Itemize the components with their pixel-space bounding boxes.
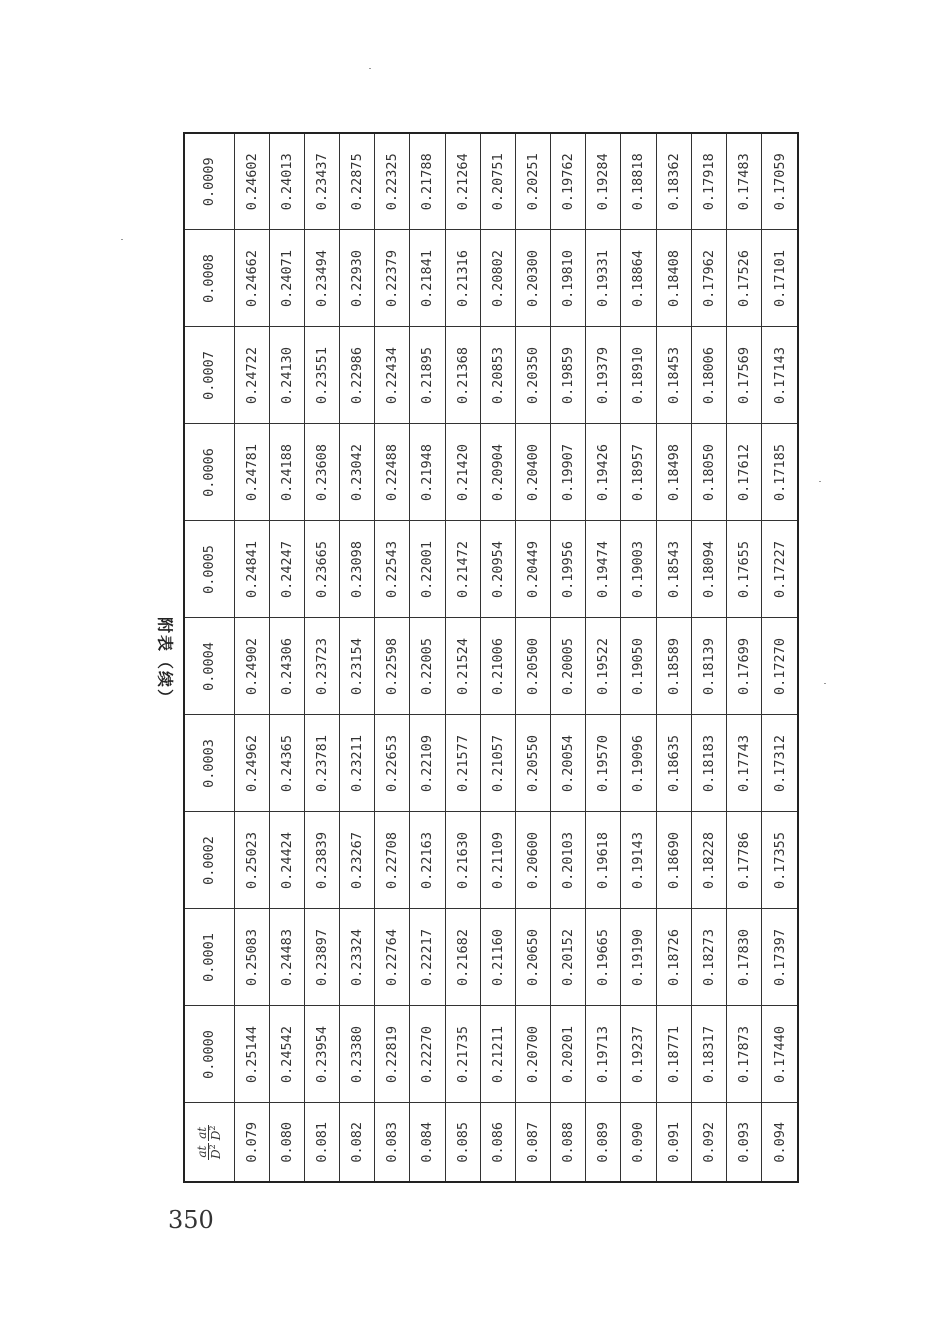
table-cell: 0.22217 bbox=[410, 909, 445, 1006]
table-cell: 0.17227 bbox=[762, 521, 798, 618]
table-cell: 0.23897 bbox=[304, 909, 339, 1006]
table-cell: 0.23380 bbox=[340, 1006, 375, 1103]
column-header: 0.0000 bbox=[184, 1006, 234, 1103]
row-key-cell: 0.083 bbox=[375, 1103, 410, 1182]
table-row bbox=[410, 133, 445, 1182]
table-cell: 0.20400 bbox=[515, 424, 550, 521]
column-header: 0.0008 bbox=[184, 230, 234, 327]
table-cell: 0.17526 bbox=[726, 230, 761, 327]
row-key-cell: 0.093 bbox=[726, 1103, 761, 1182]
table-cell: 0.22653 bbox=[375, 715, 410, 812]
table-cell: 0.20904 bbox=[480, 424, 515, 521]
row-key-cell: 0.092 bbox=[691, 1103, 726, 1182]
table-cell: 0.18006 bbox=[691, 327, 726, 424]
table-cell: 0.18635 bbox=[656, 715, 691, 812]
table-cell: 0.21895 bbox=[410, 327, 445, 424]
denominator-exponent: 2 bbox=[208, 1144, 218, 1150]
table-cell: 0.22434 bbox=[375, 327, 410, 424]
table-cell: 0.17962 bbox=[691, 230, 726, 327]
table-cell: 0.18818 bbox=[621, 133, 656, 230]
row-key-cell: 0.094 bbox=[762, 1103, 798, 1182]
fraction-denominator bbox=[209, 1125, 222, 1142]
table-cell: 0.23211 bbox=[340, 715, 375, 812]
table-cell: 0.22819 bbox=[375, 1006, 410, 1103]
table-cell: 0.21682 bbox=[445, 909, 480, 1006]
scan-speck bbox=[819, 481, 821, 482]
table-cell: 0.21788 bbox=[410, 133, 445, 230]
table-cell: 0.17569 bbox=[726, 327, 761, 424]
table-cell: 0.19522 bbox=[586, 618, 621, 715]
table-cell: 0.22598 bbox=[375, 618, 410, 715]
table-row bbox=[480, 133, 515, 1182]
table-cell: 0.21368 bbox=[445, 327, 480, 424]
table-cell: 0.22005 bbox=[410, 618, 445, 715]
denominator-symbol: D bbox=[209, 1130, 224, 1141]
table-cell: 0.17873 bbox=[726, 1006, 761, 1103]
table-cell: 0.20350 bbox=[515, 327, 550, 424]
table-cell: 0.18183 bbox=[691, 715, 726, 812]
table-row bbox=[375, 133, 410, 1182]
table-cell: 0.22708 bbox=[375, 812, 410, 909]
table-row bbox=[269, 133, 304, 1182]
table-cell: 0.21264 bbox=[445, 133, 480, 230]
table-cell: 0.24424 bbox=[269, 812, 304, 909]
table-cell: 0.20251 bbox=[515, 133, 550, 230]
table-row bbox=[621, 133, 656, 1182]
table-cell: 0.17612 bbox=[726, 424, 761, 521]
table-cell: 0.17312 bbox=[762, 715, 798, 812]
table-row bbox=[762, 133, 798, 1182]
table-cell: 0.20550 bbox=[515, 715, 550, 812]
table-cell: 0.22001 bbox=[410, 521, 445, 618]
table-cell: 0.21109 bbox=[480, 812, 515, 909]
table-cell: 0.18139 bbox=[691, 618, 726, 715]
table-cell: 0.17699 bbox=[726, 618, 761, 715]
table-cell: 0.19143 bbox=[621, 812, 656, 909]
page-number: 350 bbox=[168, 1206, 214, 1234]
table-cell: 0.17270 bbox=[762, 618, 798, 715]
table-cell: 0.23954 bbox=[304, 1006, 339, 1103]
table-cell: 0.25023 bbox=[234, 812, 269, 909]
table-cell: 0.19096 bbox=[621, 715, 656, 812]
denominator-symbol: D bbox=[209, 1149, 224, 1159]
corner-fraction bbox=[196, 1125, 222, 1142]
table-cell: 0.24781 bbox=[234, 424, 269, 521]
table-cell: 0.23551 bbox=[304, 327, 339, 424]
table-cell: 0.24188 bbox=[269, 424, 304, 521]
table-cell: 0.17355 bbox=[762, 812, 798, 909]
row-key-cell: 0.088 bbox=[551, 1103, 586, 1182]
table-cell: 0.18362 bbox=[656, 133, 691, 230]
table-cell: 0.25144 bbox=[234, 1006, 269, 1103]
row-key-cell: 0.082 bbox=[340, 1103, 375, 1182]
table-cell: 0.21316 bbox=[445, 230, 480, 327]
table-cell: 0.19859 bbox=[551, 327, 586, 424]
table-cell: 0.23098 bbox=[340, 521, 375, 618]
table-cell: 0.18273 bbox=[691, 909, 726, 1006]
table-cell: 0.21735 bbox=[445, 1006, 480, 1103]
table-cell: 0.23154 bbox=[340, 618, 375, 715]
table-cell: 0.24962 bbox=[234, 715, 269, 812]
table-cell: 0.24722 bbox=[234, 327, 269, 424]
table-cell: 0.22325 bbox=[375, 133, 410, 230]
table-row bbox=[340, 133, 375, 1182]
table-cell: 0.24013 bbox=[269, 133, 304, 230]
table-cell: 0.18910 bbox=[621, 327, 656, 424]
table-cell: 0.19665 bbox=[586, 909, 621, 1006]
table-cell: 0.20802 bbox=[480, 230, 515, 327]
table-cell: 0.23042 bbox=[340, 424, 375, 521]
table-cell: 0.20700 bbox=[515, 1006, 550, 1103]
table-cell: 0.18957 bbox=[621, 424, 656, 521]
row-key-cell: 0.080 bbox=[269, 1103, 304, 1182]
fraction-numerator: at bbox=[196, 1125, 209, 1142]
table-cell: 0.21211 bbox=[480, 1006, 515, 1103]
table-cell: 0.22875 bbox=[340, 133, 375, 230]
table-cell: 0.20600 bbox=[515, 812, 550, 909]
table-cell: 0.19190 bbox=[621, 909, 656, 1006]
table-cell: 0.18317 bbox=[691, 1006, 726, 1103]
table-cell: 0.24602 bbox=[234, 133, 269, 230]
table-row bbox=[551, 133, 586, 1182]
fraction-denominator bbox=[209, 1143, 222, 1160]
table-cell: 0.23494 bbox=[304, 230, 339, 327]
table-cell: 0.20005 bbox=[551, 618, 586, 715]
table-cell: 0.20500 bbox=[515, 618, 550, 715]
table-cell: 0.19474 bbox=[586, 521, 621, 618]
table-cell: 0.17483 bbox=[726, 133, 761, 230]
table-cell: 0.19379 bbox=[586, 327, 621, 424]
data-table-container bbox=[183, 132, 799, 1183]
table-row bbox=[586, 133, 621, 1182]
row-key-cell: 0.089 bbox=[586, 1103, 621, 1182]
table-cell: 0.22109 bbox=[410, 715, 445, 812]
column-header: 0.0007 bbox=[184, 327, 234, 424]
table-cell: 0.17743 bbox=[726, 715, 761, 812]
table-cell: 0.23437 bbox=[304, 133, 339, 230]
table-cell: 0.18864 bbox=[621, 230, 656, 327]
table-cell: 0.19907 bbox=[551, 424, 586, 521]
table-cell: 0.20449 bbox=[515, 521, 550, 618]
table-cell: 0.18408 bbox=[656, 230, 691, 327]
table-cell: 0.24130 bbox=[269, 327, 304, 424]
table-row bbox=[234, 133, 269, 1182]
table-cell: 0.22379 bbox=[375, 230, 410, 327]
page-title-text: 附表（续） bbox=[155, 616, 175, 708]
table-cell: 0.21630 bbox=[445, 812, 480, 909]
table-cell: 0.23839 bbox=[304, 812, 339, 909]
table-cell: 0.18726 bbox=[656, 909, 691, 1006]
table-cell: 0.21006 bbox=[480, 618, 515, 715]
table-cell: 0.17440 bbox=[762, 1006, 798, 1103]
column-header: 0.0006 bbox=[184, 424, 234, 521]
table-cell: 0.20152 bbox=[551, 909, 586, 1006]
table-cell: 0.22488 bbox=[375, 424, 410, 521]
table-row bbox=[691, 133, 726, 1182]
table-cell: 0.21057 bbox=[480, 715, 515, 812]
table-cell: 0.19618 bbox=[586, 812, 621, 909]
table-cell: 0.22163 bbox=[410, 812, 445, 909]
table-cell: 0.18690 bbox=[656, 812, 691, 909]
table-cell: 0.24841 bbox=[234, 521, 269, 618]
table-cell: 0.25083 bbox=[234, 909, 269, 1006]
table-cell: 0.24306 bbox=[269, 618, 304, 715]
row-key-cell: 0.084 bbox=[410, 1103, 445, 1182]
row-key-cell: 0.087 bbox=[515, 1103, 550, 1182]
table-cell: 0.18498 bbox=[656, 424, 691, 521]
table-cell: 0.21577 bbox=[445, 715, 480, 812]
table-cell: 0.18094 bbox=[691, 521, 726, 618]
table-row bbox=[656, 133, 691, 1182]
column-header: 0.0002 bbox=[184, 812, 234, 909]
table-cell: 0.20954 bbox=[480, 521, 515, 618]
table-cell: 0.22986 bbox=[340, 327, 375, 424]
table-cell: 0.24247 bbox=[269, 521, 304, 618]
table-cell: 0.18771 bbox=[656, 1006, 691, 1103]
table-cell: 0.22543 bbox=[375, 521, 410, 618]
table-body bbox=[234, 133, 798, 1182]
table-cell: 0.21472 bbox=[445, 521, 480, 618]
table-cell: 0.19284 bbox=[586, 133, 621, 230]
table-cell: 0.20300 bbox=[515, 230, 550, 327]
table-cell: 0.19762 bbox=[551, 133, 586, 230]
page-title bbox=[151, 612, 181, 712]
corner-fraction bbox=[196, 1143, 222, 1160]
table-row bbox=[445, 133, 480, 1182]
data-table bbox=[183, 132, 799, 1183]
table-cell: 0.20054 bbox=[551, 715, 586, 812]
table-row bbox=[515, 133, 550, 1182]
table-cell: 0.21524 bbox=[445, 618, 480, 715]
table-cell: 0.22764 bbox=[375, 909, 410, 1006]
column-header: 0.0004 bbox=[184, 618, 234, 715]
row-key-cell: 0.079 bbox=[234, 1103, 269, 1182]
scan-speck bbox=[369, 68, 371, 69]
table-cell: 0.23665 bbox=[304, 521, 339, 618]
table-cell: 0.24662 bbox=[234, 230, 269, 327]
table-cell: 0.18543 bbox=[656, 521, 691, 618]
table-cell: 0.24542 bbox=[269, 1006, 304, 1103]
table-cell: 0.24483 bbox=[269, 909, 304, 1006]
table-cell: 0.17918 bbox=[691, 133, 726, 230]
column-header: 0.0003 bbox=[184, 715, 234, 812]
table-cell: 0.17143 bbox=[762, 327, 798, 424]
table-cell: 0.24902 bbox=[234, 618, 269, 715]
fraction-numerator: at bbox=[196, 1143, 209, 1160]
table-cell: 0.21160 bbox=[480, 909, 515, 1006]
table-cell: 0.20751 bbox=[480, 133, 515, 230]
table-cell: 0.20103 bbox=[551, 812, 586, 909]
table-cell: 0.20853 bbox=[480, 327, 515, 424]
table-cell: 0.23723 bbox=[304, 618, 339, 715]
table-cell: 0.20201 bbox=[551, 1006, 586, 1103]
table-cell: 0.19003 bbox=[621, 521, 656, 618]
table-cell: 0.19713 bbox=[586, 1006, 621, 1103]
row-key-cell: 0.091 bbox=[656, 1103, 691, 1182]
table-cell: 0.19426 bbox=[586, 424, 621, 521]
column-header: 0.0009 bbox=[184, 133, 234, 230]
table-cell: 0.20650 bbox=[515, 909, 550, 1006]
denominator-exponent: 2 bbox=[208, 1125, 218, 1131]
table-cell: 0.17185 bbox=[762, 424, 798, 521]
table-cell: 0.17830 bbox=[726, 909, 761, 1006]
table-cell: 0.17059 bbox=[762, 133, 798, 230]
table-cell: 0.21420 bbox=[445, 424, 480, 521]
table-row bbox=[726, 133, 761, 1182]
table-cell: 0.18228 bbox=[691, 812, 726, 909]
table-cell: 0.23781 bbox=[304, 715, 339, 812]
table-cell: 0.19331 bbox=[586, 230, 621, 327]
scan-speck bbox=[824, 683, 826, 684]
scan-speck bbox=[121, 239, 123, 240]
table-cell: 0.24365 bbox=[269, 715, 304, 812]
column-header: 0.0005 bbox=[184, 521, 234, 618]
table-cell: 0.19810 bbox=[551, 230, 586, 327]
table-cell: 0.22270 bbox=[410, 1006, 445, 1103]
corner-header-cell bbox=[184, 1103, 234, 1182]
table-cell: 0.18453 bbox=[656, 327, 691, 424]
row-key-cell: 0.086 bbox=[480, 1103, 515, 1182]
table-cell: 0.24071 bbox=[269, 230, 304, 327]
table-cell: 0.17786 bbox=[726, 812, 761, 909]
table-cell: 0.23608 bbox=[304, 424, 339, 521]
table-cell: 0.21841 bbox=[410, 230, 445, 327]
table-cell: 0.17101 bbox=[762, 230, 798, 327]
table-cell: 0.19050 bbox=[621, 618, 656, 715]
table-cell: 0.21948 bbox=[410, 424, 445, 521]
table-cell: 0.18050 bbox=[691, 424, 726, 521]
table-cell: 0.19237 bbox=[621, 1006, 656, 1103]
table-row bbox=[304, 133, 339, 1182]
table-cell: 0.19956 bbox=[551, 521, 586, 618]
table-cell: 0.23324 bbox=[340, 909, 375, 1006]
table-cell: 0.22930 bbox=[340, 230, 375, 327]
row-key-cell: 0.081 bbox=[304, 1103, 339, 1182]
table-cell: 0.19570 bbox=[586, 715, 621, 812]
table-cell: 0.17397 bbox=[762, 909, 798, 1006]
row-key-cell: 0.090 bbox=[621, 1103, 656, 1182]
column-header: 0.0001 bbox=[184, 909, 234, 1006]
row-key-cell: 0.085 bbox=[445, 1103, 480, 1182]
table-cell: 0.23267 bbox=[340, 812, 375, 909]
table-cell: 0.17655 bbox=[726, 521, 761, 618]
table-header-row bbox=[184, 133, 234, 1182]
table-cell: 0.18589 bbox=[656, 618, 691, 715]
